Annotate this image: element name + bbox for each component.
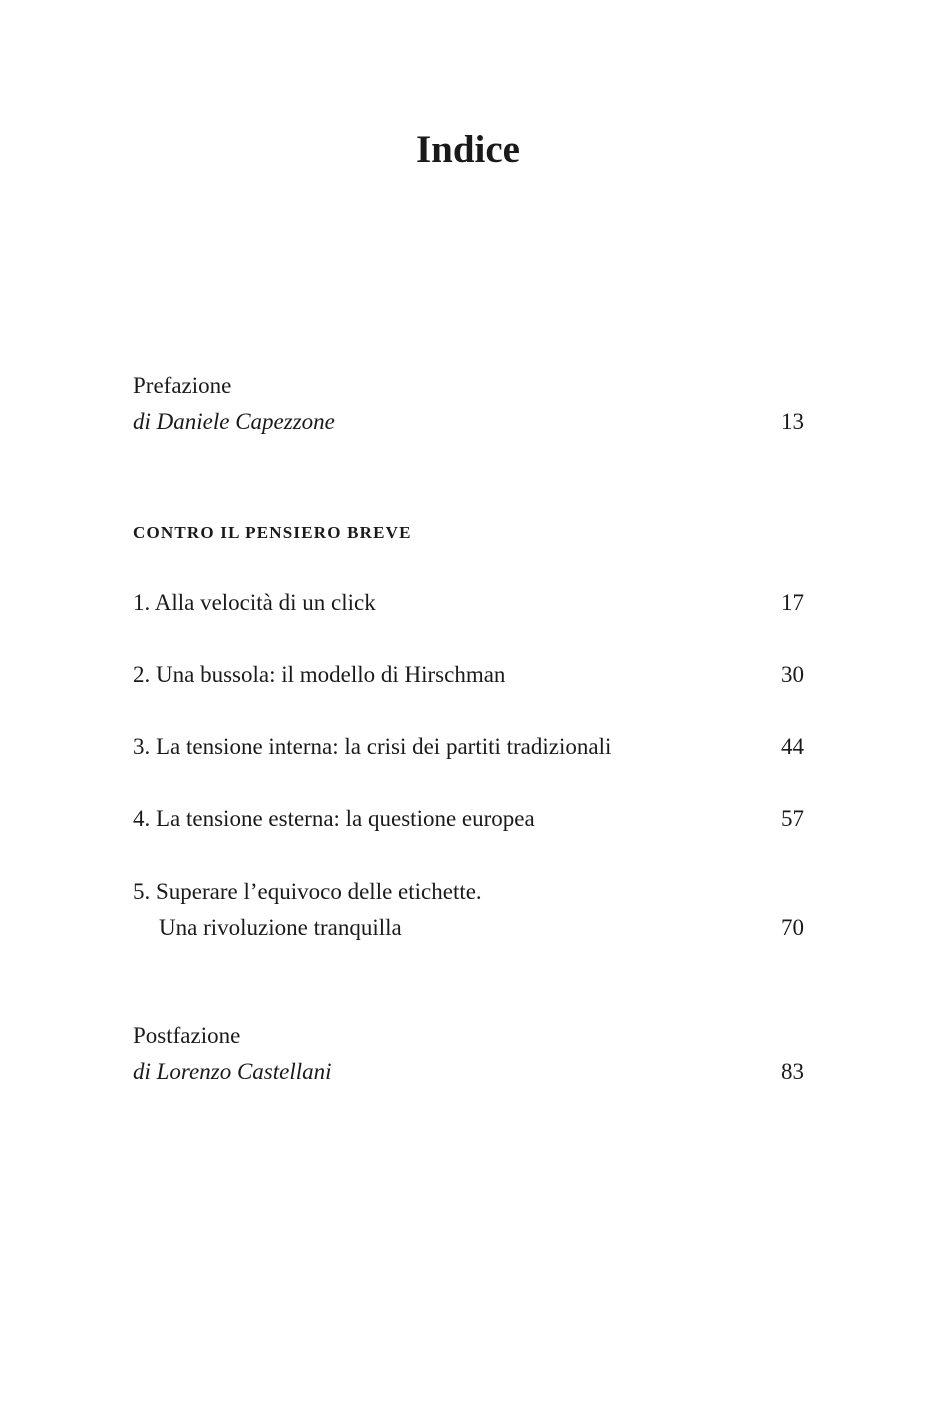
toc-entry-label: 1. Alla velocità di un click — [133, 590, 376, 615]
toc-entry-label: Postfazione — [133, 1023, 241, 1048]
section-heading: CONTRO IL PENSIERO BREVE — [133, 523, 412, 542]
toc-page-number: 57 — [781, 806, 804, 831]
toc-page-number: 83 — [781, 1059, 804, 1084]
toc-page-number: 13 — [781, 409, 804, 434]
page-title: Indice — [415, 128, 520, 171]
toc-page-number: 30 — [781, 662, 804, 687]
toc-entry-label-continued: Una rivoluzione tranquilla — [159, 915, 402, 940]
toc-entry-chapter-1[interactable] — [133, 585, 804, 621]
toc-entry-preface[interactable] — [133, 368, 804, 440]
toc-entry-author: di Daniele Capezzone — [133, 409, 335, 434]
toc-entry-postface[interactable] — [133, 1018, 804, 1090]
toc-entry-label: 5. Superare l’equivoco delle etichette. — [133, 879, 482, 904]
toc-page-number: 17 — [781, 590, 804, 615]
toc-entry-label: 3. La tensione interna: la crisi dei partiti tradizionali — [133, 734, 612, 759]
toc-entry-label: 4. La tensione esterna: la questione europea — [133, 806, 535, 831]
toc-entry-label: Prefazione — [133, 373, 232, 398]
toc-entry-chapter-4[interactable] — [133, 801, 804, 837]
toc-entry-chapter-3[interactable] — [133, 729, 804, 765]
toc-entry-chapter-5[interactable] — [133, 874, 804, 946]
toc-entry-label: 2. Una bussola: il modello di Hirschman — [133, 662, 506, 687]
toc-entry-chapter-2[interactable] — [133, 657, 804, 693]
toc-page-number: 44 — [781, 734, 804, 759]
toc-entry-author: di Lorenzo Castellani — [133, 1059, 332, 1084]
toc-page-number: 70 — [781, 915, 804, 940]
